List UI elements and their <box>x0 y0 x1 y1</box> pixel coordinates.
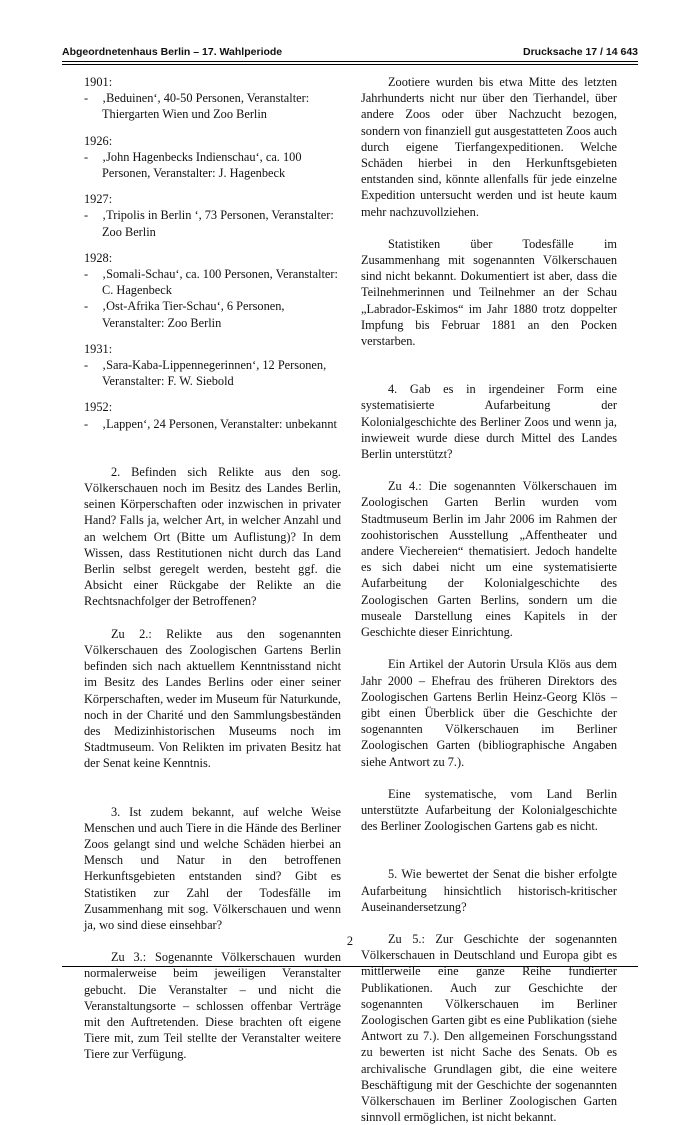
event-item: - ‚Beduinen‘, 40-50 Personen, Veranstalter: Thiergarten Wien und Zoo Berlin <box>84 90 341 122</box>
event-item-text: ‚Lappen‘, 24 Personen, Veranstalter: unbekannt <box>102 416 337 431</box>
paragraph-kloes-article: Ein Artikel der Autorin Ursula Klös aus dem Jahr 2000 – Ehefrau des früheren Direktors des Zoologischen Gartens Berlin Heinz-Georg Klös – gibt einen Überblick über die Geschichte der sogenannten Völkerschauen im Berliner Zoologischen Garten (bibliographische Angaben siehe Antwort zu 7.). <box>361 657 617 769</box>
event-year: 1926: <box>84 133 113 148</box>
page-header <box>62 40 638 58</box>
event-year: 1952: <box>84 400 113 415</box>
question-4: 4. Gab es in irgendeiner Form eine systematisierte Aufarbeitung der Kolonialgeschichte des Berliner Zoos und wenn ja, inwieweit wurde diese durch Mittel des Landes Berlin unterstützt? <box>361 382 617 462</box>
event-entry <box>84 250 341 331</box>
event-entry <box>84 74 341 123</box>
event-item-text: ‚Beduinen‘, 40-50 Personen, Veranstalter: Thiergarten Wien und Zoo Berlin <box>102 91 310 122</box>
event-year: 1901: <box>84 75 113 89</box>
event-item: - ‚Ost-Afrika Tier-Schau‘, 6 Personen, Veranstalter: Zoo Berlin <box>84 298 341 330</box>
header-parliament-title: Abgeordnetenhaus Berlin – 17. Wahlperiode <box>62 46 283 58</box>
answer-5: Zu 5.: Zur Geschichte der sogenannten Völkerschauen in Deutschland und Europa gibt es mittlerweile eine ganze Reihe fundierter Publikationen. Auch zur Geschichte der sogenannten Völkerschauen im Berliner Zoologischen Garten gibt es eine Publikation (siehe Antwort zu 7.). Den allgemeinen Forschungsstand zu bewerten ist nicht Sache des Senats. Ob es archivalische Grundlagen gibt, die eine weitere Beschäftigung mit der Geschichte der sogenannten Völkerschauen im Berliner Zoologischen Garten sinnvoll ermöglichen, ist nicht bekannt. <box>361 931 617 1125</box>
header-rule <box>62 64 638 65</box>
event-year: 1927: <box>84 192 113 207</box>
paragraph-zoo-animals: Zootiere wurden bis etwa Mitte des letzten Jahrhunderts nicht nur über den Tierhandel, über andere Zoos oder über Nachzucht bezogen, sondern von finanziell gut ausgestatteten Zoos auch durch eigene Tierfangexpeditionen. Welche Schäden hierbei in den Herkunftsgebieten entstanden sind, könnte allenfalls für jede einzelne Expedition untersucht werden und ist heute kaum mehr nachzuvollziehen. <box>361 75 617 219</box>
event-item: - ‚Tripolis in Berlin ‘, 73 Personen, Veranstalter: Zoo Berlin <box>84 207 341 239</box>
event-item: - ‚John Hagenbecks Indienschau‘, ca. 100 Personen, Veranstalter: J. Hagenbeck <box>84 149 341 181</box>
footer-rule <box>62 966 638 967</box>
paragraph-no-systematic-review: Eine systematische, vom Land Berlin unterstützte Aufarbeitung der Kolonialgeschichte des Berliner Zoologischen Gartens gab es nicht. <box>361 786 617 834</box>
event-entry <box>84 133 341 182</box>
event-item-text: ‚Ost-Afrika Tier-Schau‘, 6 Personen, Veranstalter: Zoo Berlin <box>102 299 285 330</box>
answer-2: Zu 2.: Relikte aus den sogenannten Völkerschauen des Zoologischen Gartens Berlin befinden sich nach aktuellem Kenntnisstand nicht im Besitz des Landes Berlins oder einer seiner Körperschaften, weder im Museum für Naturkunde, noch in der Charité und den Sammlungsbeständen des Medizinhistorischen Museums noch im Stadtmuseum. Von Relikten im privaten Besitz hat der Senat keine Kenntnis. <box>84 626 341 771</box>
question-3: 3. Ist zudem bekannt, auf welche Weise Menschen und auch Tiere in die Hände des Berliner Zoos gelangt sind und welche Schäden hierbei an Mensch und Natur in den betroffenen Herkunftsgebieten entstanden sind? Gibt es Statistiken zur Zahl der Todesfälle im Zusammenhang mit sog. Völkerschauen und wenn ja, wo sind diese einsehbar? <box>84 804 341 932</box>
event-year: 1928: <box>84 250 113 265</box>
paragraph-death-statistics: Statistiken über Todesfälle im Zusammenhang mit sogenannten Völkerschauen sind nicht bekannt. Dokumentiert ist aber, dass die Teilnehmerinnen und Teilnehmer an der Schau „Labrador-Eskimos“ im Jahr 1880 trotz doppelter Impfung bis Februar 1881 an den Pocken verstarben. <box>361 236 617 349</box>
page-number: 2 <box>346 934 354 948</box>
header-rule <box>62 61 638 62</box>
question-5: 5. Wie bewertet der Senat die bisher erfolgte Aufarbeitung hinsichtlich historisch-kritischer Auseinandersetzung? <box>361 867 617 914</box>
answer-3: Zu 3.: Sogenannte Völkerschauen wurden normalerweise beim jeweiligen Veranstalter gebucht. Die Veranstalter – und nicht die Veranstaltungsorte – schlossen offenbar Verträge mit den Auftretenden. Diese brachten oft eigene Tiere mit, zum Teil stellte der Veranstalter weitere Tiere zur Verfügung. <box>84 950 341 1062</box>
left-column <box>84 74 341 1063</box>
event-entry <box>84 191 341 240</box>
event-entry <box>84 399 341 431</box>
event-item: - ‚Lappen‘, 24 Personen, Veranstalter: unbekannt <box>84 416 341 432</box>
event-item-text: ‚Tripolis in Berlin ‘, 73 Personen, Veranstalter: Zoo Berlin <box>102 208 334 239</box>
right-column <box>361 74 617 1125</box>
answer-4: Zu 4.: Die sogenannten Völkerschauen im Zoologischen Garten Berlin wurden vom Stadtmuseum Berlin im Jahr 2006 im Rahmen der zoohistorischen Ausstellung „Affentheater und andere Viechereien“ thematisiert. Jedoch handelte es sich dabei nicht um eine systematisierte Aufarbeitung der Kolonialgeschichte des Zoologischen Garten Berlins, sondern um die museale Darstellung eines Kapitels in der Geschichte dieser Einrichtung. <box>361 479 617 640</box>
event-year: 1931: <box>84 341 113 356</box>
header-document-number: Drucksache 17 / 14 643 <box>523 46 638 58</box>
event-item-text: ‚Sara-Kaba-Lippennegerinnen‘, 12 Personen, Veranstalter: F. W. Siebold <box>102 358 327 389</box>
event-entry <box>84 341 341 390</box>
question-2: 2. Befinden sich Relikte aus den sog. Völkerschauen noch im Besitz des Landes Berlin, seinen Körperschaften oder inzwischen in privater Hand? Falls ja, welcher Art, in welcher Anzahl und an welchem Ort (Bitte um Auflistung)? In dem Wissen, dass Restitutionen nicht durch das Land Berlin selbst geregelt werden, besteht ggf. die Absicht einer Rückgabe der Relikte an die Rechtsnachfolger der Betroffenen? <box>84 464 341 609</box>
event-item: - ‚Sara-Kaba-Lippennegerinnen‘, 12 Personen, Veranstalter: F. W. Siebold <box>84 357 341 389</box>
event-item: - ‚Somali-Schau‘, ca. 100 Personen, Veranstalter: C. Hagenbeck <box>84 266 341 298</box>
event-item-text: ‚John Hagenbecks Indienschau‘, ca. 100 Personen, Veranstalter: J. Hagenbeck <box>102 149 302 181</box>
event-item-text: ‚Somali-Schau‘, ca. 100 Personen, Veranstalter: C. Hagenbeck <box>102 267 338 298</box>
